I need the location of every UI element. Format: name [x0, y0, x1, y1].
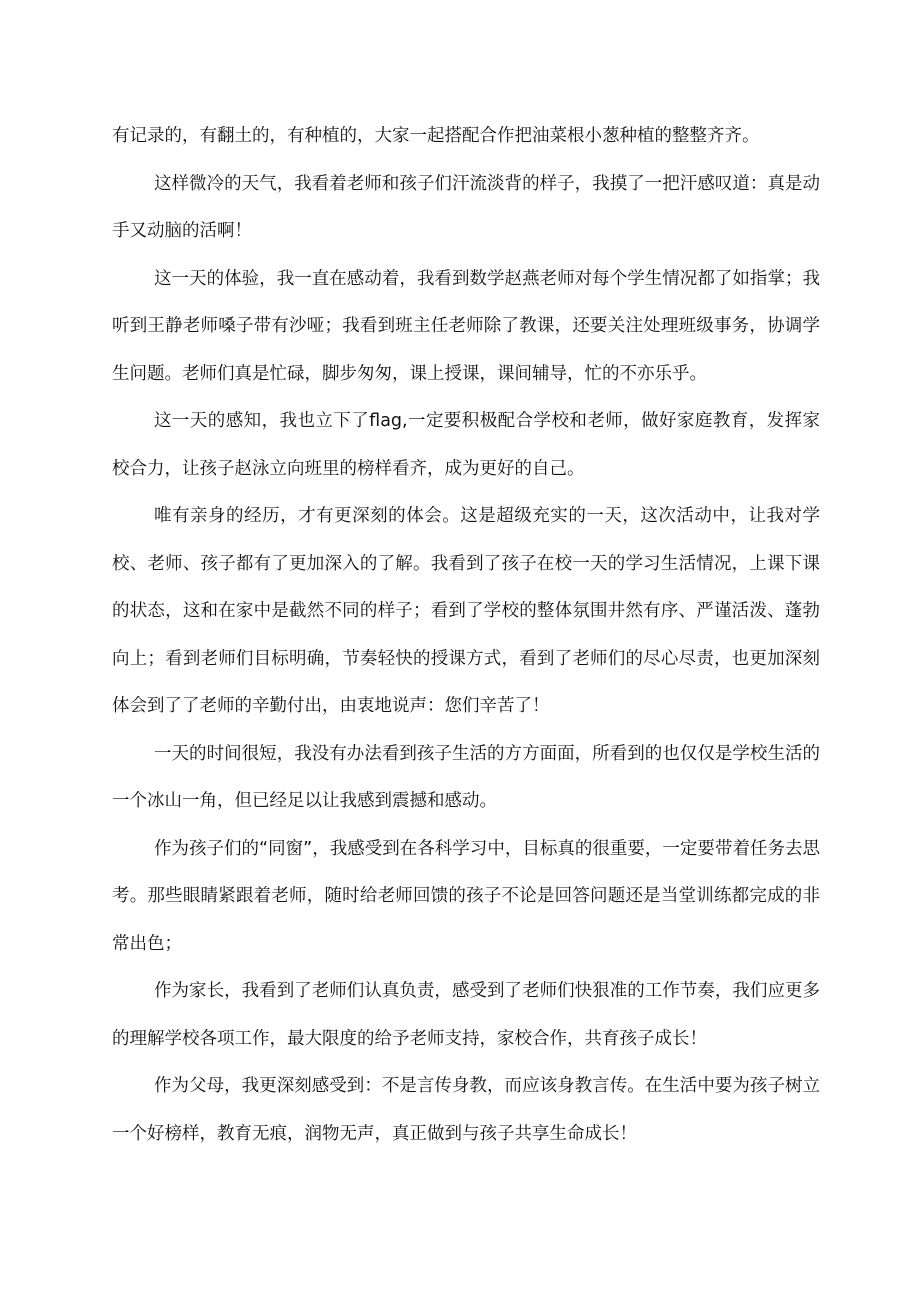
paragraph-8: 作为家长，我看到了老师们认真负责，感受到了老师们快狠准的工作节奏，我们应更多的理解学校各项工作，最大限度的给予老师支持，家校合作，共育孩子成长！: [112, 981, 820, 1049]
paragraph-5: 唯有亲身的经历，才有更深刻的体会。这是超级充实的一天，这次活动中，让我对学校、老师、孩子都有了更加深入的了解。我看到了孩子在校一天的学习生活情况，上课下课的状态，这和在家中是截然不同的样子；看到了学校的整体氛围井然有序、严谨活泼、蓬勃向上；看到老师们目标明确，节奏轻快的授课方式，看到了老师们的尽心尽责，也更加深刻体会到了了老师的辛勤付出，由衷地说声：您们辛苦了！: [112, 506, 820, 716]
paragraph-2: 这样微冷的天气，我看着老师和孩子们汗流淡背的样子，我摸了一把汗感叹道：真是动手又动脑的活啊！: [112, 173, 820, 241]
paragraph-1: 有记录的，有翻土的，有种植的，大家一起搭配合作把油菜根小葱种植的整整齐齐。: [112, 126, 760, 146]
paragraph-9: 作为父母，我更深刻感受到：不是言传身教，而应该身教言传。在生活中要为孩子树立一个好榜样，教育无痕，润物无声，真正做到与孩子共享生命成长！: [112, 1076, 820, 1144]
document-body: [112, 113, 820, 1158]
paragraph-6: 一天的时间很短，我没有办法看到孩子生活的方方面面，所看到的也仅仅是学校生活的一个冰山一角，但已经足以让我感到震撼和感动。: [112, 743, 820, 811]
paragraph-3: 这一天的体验，我一直在感动着，我看到数学赵燕老师对每个学生情况都了如指掌；我听到王静老师嗓子带有沙哑；我看到班主任老师除了教课，还要关注处理班级事务，协调学生问题。老师们真是忙碌，脚步匆匆，课上授课，课间辅导，忙的不亦乐乎。: [112, 268, 820, 384]
paragraph-4: 这一天的感知，我也立下了flag,一定要积极配合学校和老师，做好家庭教育，发挥家校合力，让孩子赵泳立向班里的榜样看齐，成为更好的自己。: [112, 411, 820, 479]
paragraph-7: 作为孩子们的“同窗”，我感受到在各科学习中，目标真的很重要，一定要带着任务去思考。那些眼睛紧跟着老师，随时给老师回馈的孩子不论是回答问题还是当堂训练都完成的非常出色；: [112, 838, 820, 954]
